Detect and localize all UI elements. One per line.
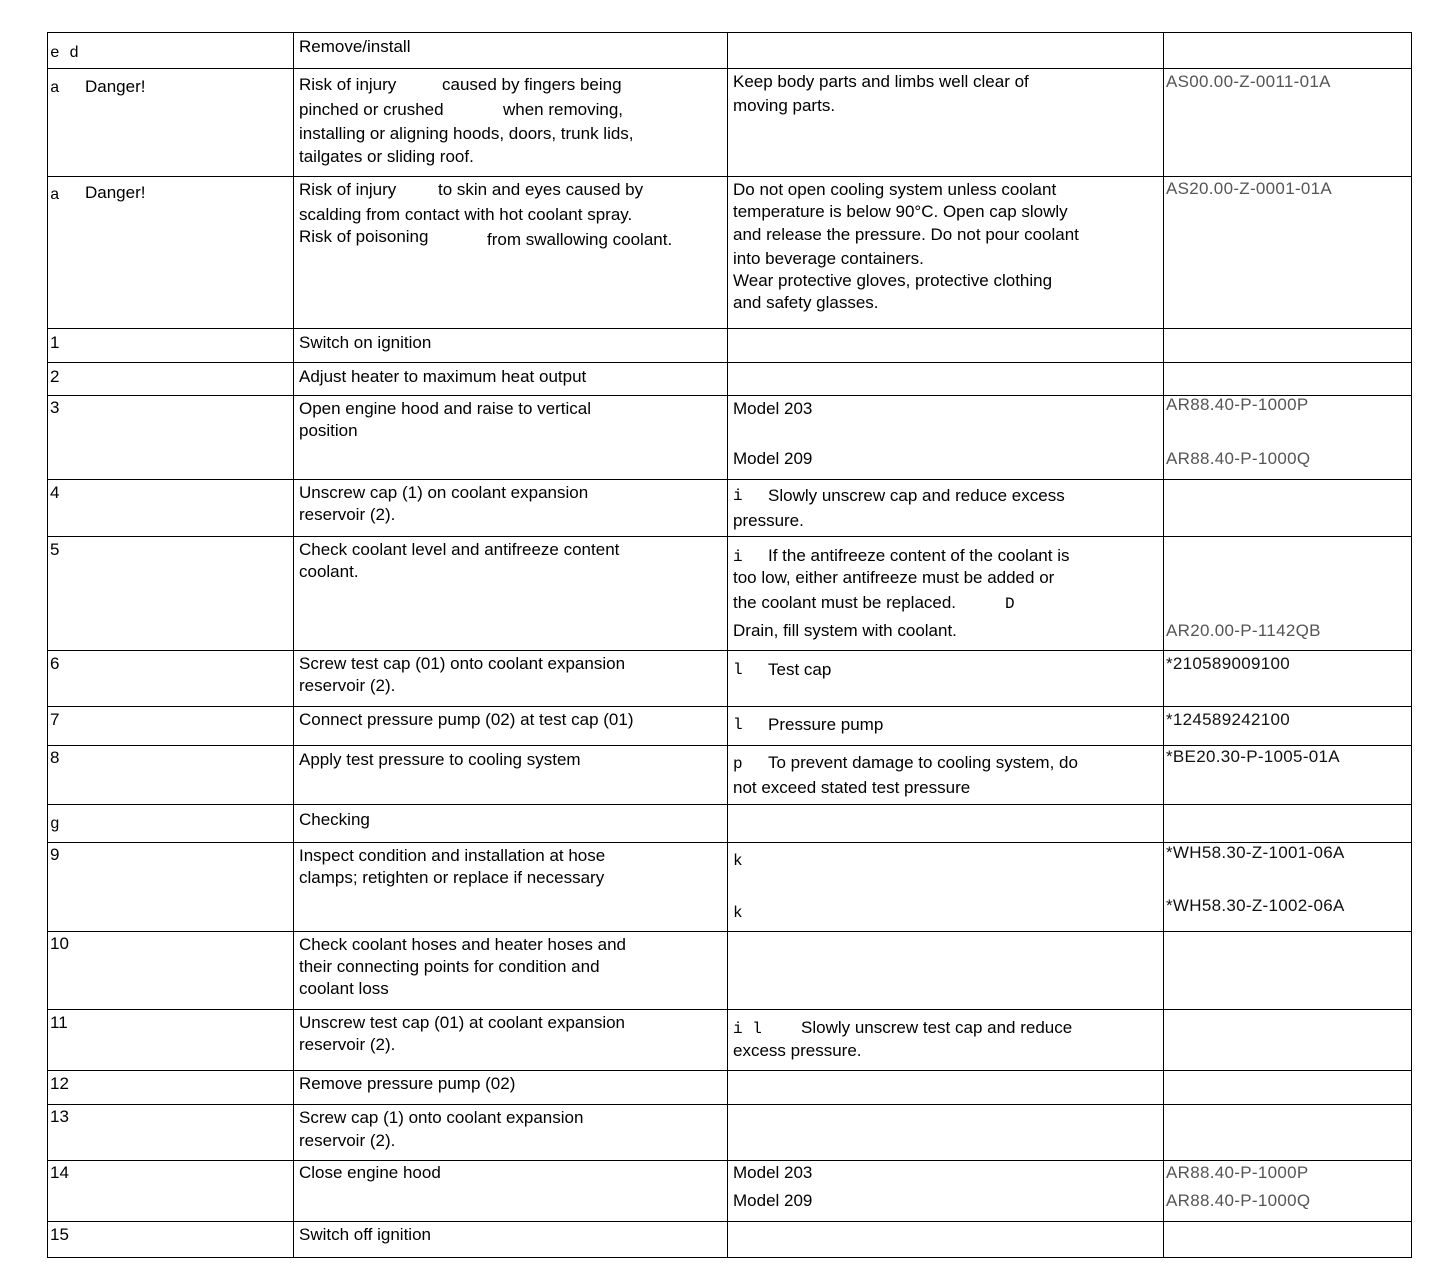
step-number: 15 <box>50 1224 69 1244</box>
caution-icon: p <box>733 755 743 774</box>
step-text: coolant. <box>299 562 359 582</box>
step-text: Close engine hood <box>299 1162 441 1182</box>
step-number: 4 <box>50 483 60 503</box>
step-row <box>48 329 1412 363</box>
document-reference[interactable]: *BE20.30-P-1005-01A <box>1166 747 1340 767</box>
jump-icon[interactable]: D <box>1005 595 1015 614</box>
step-text: Screw test cap (01) onto coolant expansion <box>299 654 626 674</box>
step-text: Check coolant hoses and heater hoses and <box>299 934 627 954</box>
step-text: reservoir (2). <box>299 505 396 525</box>
section-title: Checking <box>299 809 370 829</box>
risk-text: pinched or crushed <box>299 100 444 120</box>
measure-text: Keep body parts and limbs well clear of <box>733 72 1029 92</box>
step-text: reservoir (2). <box>299 676 396 696</box>
step-number: 14 <box>50 1162 69 1182</box>
step-row <box>48 1070 1412 1104</box>
step-text: coolant loss <box>299 978 389 998</box>
document-reference[interactable]: AR20.00-P-1142QB <box>1166 621 1321 641</box>
step-row <box>48 651 1412 707</box>
step-number: 8 <box>50 748 60 768</box>
danger-row-1 <box>48 69 1412 177</box>
document-reference[interactable]: AR88.40-P-1000P <box>1166 1162 1309 1182</box>
step-text: position <box>299 421 358 441</box>
measure-text: moving parts. <box>733 96 836 116</box>
step-number: 11 <box>50 1012 68 1032</box>
step-row <box>48 1009 1412 1070</box>
special-tool-icon: l <box>733 661 743 680</box>
danger-icon: a <box>50 186 60 205</box>
note-text: pressure. <box>733 511 804 531</box>
step-number: 7 <box>50 710 60 730</box>
header-symbol: e d <box>50 44 79 62</box>
note-text: Pressure pump <box>768 715 884 735</box>
step-row <box>48 480 1412 537</box>
step-text: Switch off ignition <box>299 1224 431 1244</box>
header-title: Remove/install <box>299 37 411 56</box>
document-reference[interactable]: AS00.00-Z-0011-01A <box>1166 72 1331 92</box>
step-number: 5 <box>50 540 60 560</box>
tightening-torque-icon: k <box>733 903 743 922</box>
procedure-sheet <box>47 32 1411 1258</box>
note-text: too low, either antifreeze must be added or <box>733 568 1055 588</box>
step-number: 12 <box>50 1073 69 1093</box>
step-text: Check coolant level and antifreeze content <box>299 540 620 560</box>
note-text: not exceed stated test pressure <box>733 778 971 798</box>
step-row <box>48 931 1412 1009</box>
step-row <box>48 707 1412 746</box>
measure-text: Wear protective gloves, protective clothing <box>733 271 1053 291</box>
step-number: 3 <box>50 398 60 418</box>
info-tool-icons: i l <box>733 1019 762 1038</box>
note-text: Drain, fill system with coolant. <box>733 621 957 641</box>
section-row-checking <box>48 804 1412 842</box>
tightening-torque-icon: k <box>733 851 743 870</box>
tool-reference[interactable]: *210589009100 <box>1166 654 1290 674</box>
risk-text: when removing, <box>503 100 624 120</box>
risk-text: caused by fingers being <box>442 75 622 95</box>
tool-reference[interactable]: *124589242100 <box>1166 710 1290 730</box>
document-reference[interactable]: AR88.40-P-1000Q <box>1166 449 1311 469</box>
model-label: Model 203 <box>733 1162 813 1182</box>
measure-text: Do not open cooling system unless coolant <box>733 180 1057 200</box>
risk-text: scalding from contact with hot coolant spray. <box>299 205 633 225</box>
risk-text: to skin and eyes caused by <box>438 180 644 200</box>
header-row <box>48 33 1412 69</box>
model-label: Model 203 <box>733 399 813 419</box>
measure-text: and safety glasses. <box>733 293 879 313</box>
step-text: reservoir (2). <box>299 1130 396 1150</box>
model-label: Model 209 <box>733 449 813 469</box>
step-text: Switch on ignition <box>299 333 432 353</box>
danger-label: Danger! <box>85 77 146 97</box>
document-reference[interactable]: AR88.40-P-1000Q <box>1166 1190 1311 1210</box>
info-icon: i <box>733 487 743 506</box>
note-text: the coolant must be replaced. <box>733 593 957 613</box>
note-text: To prevent damage to cooling system, do <box>768 753 1078 773</box>
step-number: 1 <box>50 333 60 353</box>
step-number: 6 <box>50 654 60 674</box>
step-row <box>48 1221 1412 1257</box>
step-text: Open engine hood and raise to vertical <box>299 399 592 419</box>
step-text: Connect pressure pump (02) at test cap (01) <box>299 710 634 730</box>
step-row <box>48 396 1412 480</box>
step-text: Unscrew test cap (01) at coolant expansion <box>299 1012 626 1032</box>
step-text: Screw cap (1) onto coolant expansion <box>299 1107 584 1127</box>
note-text: Slowly unscrew cap and reduce excess <box>768 486 1065 506</box>
step-number: 2 <box>50 367 60 387</box>
model-label: Model 209 <box>733 1190 813 1210</box>
note-text: Test cap <box>768 660 832 680</box>
document-reference[interactable]: AS20.00-Z-0001-01A <box>1166 179 1333 199</box>
note-text: If the antifreeze content of the coolant is <box>768 546 1070 566</box>
measure-text: into beverage containers. <box>733 249 924 269</box>
step-row <box>48 842 1412 931</box>
risk-text: Risk of injury <box>299 75 397 95</box>
step-text: Unscrew cap (1) on coolant expansion <box>299 483 589 503</box>
step-text: reservoir (2). <box>299 1034 396 1054</box>
step-row <box>48 1160 1412 1221</box>
step-row <box>48 746 1412 804</box>
danger-icon: a <box>50 79 60 98</box>
step-text: Apply test pressure to cooling system <box>299 750 581 770</box>
step-row <box>48 537 1412 651</box>
danger-label: Danger! <box>85 183 146 203</box>
step-number: 10 <box>50 933 69 953</box>
step-text: Adjust heater to maximum heat output <box>299 367 587 387</box>
measure-text: and release the pressure. Do not pour coolant <box>733 225 1079 245</box>
special-tool-icon: l <box>733 716 743 735</box>
document-reference[interactable]: AR88.40-P-1000P <box>1166 395 1309 415</box>
step-text: clamps; retighten or replace if necessary <box>299 867 605 887</box>
note-text: Slowly unscrew test cap and reduce <box>801 1017 1073 1037</box>
step-text: their connecting points for condition and <box>299 956 600 976</box>
risk-text: Risk of poisoning <box>299 227 429 247</box>
note-text: excess pressure. <box>733 1040 862 1060</box>
step-row <box>48 363 1412 396</box>
risk-text: Risk of injury <box>299 180 397 200</box>
danger-row-2 <box>48 177 1412 329</box>
step-row <box>48 1104 1412 1160</box>
step-number: 9 <box>50 844 60 864</box>
procedure-table <box>47 32 1412 1258</box>
risk-text: from swallowing coolant. <box>487 230 673 250</box>
risk-text: tailgates or sliding roof. <box>299 147 474 167</box>
measure-text: temperature is below 90°C. Open cap slowly <box>733 202 1068 222</box>
document-reference[interactable]: *WH58.30-Z-1002-06A <box>1166 895 1345 915</box>
document-reference[interactable]: *WH58.30-Z-1001-06A <box>1166 842 1345 862</box>
step-number: 13 <box>50 1106 69 1126</box>
risk-text: installing or aligning hoods, doors, trunk lids, <box>299 124 634 144</box>
step-text: Inspect condition and installation at hose <box>299 845 606 865</box>
step-text: Remove pressure pump (02) <box>299 1073 516 1093</box>
info-icon: i <box>733 548 743 567</box>
checking-icon: g <box>50 814 60 833</box>
